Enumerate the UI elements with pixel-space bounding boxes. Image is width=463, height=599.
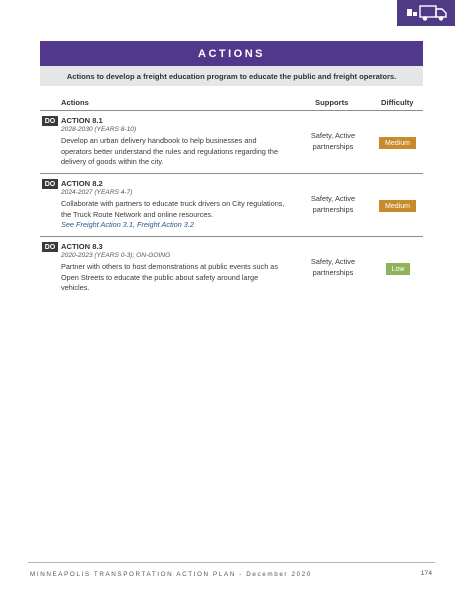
section-title: ACTIONS xyxy=(40,41,423,66)
column-header-supports: Supports xyxy=(315,98,349,107)
footer-title: MINNEAPOLIS TRANSPORTATION ACTION PLAN - December 2020 xyxy=(30,571,312,578)
divider xyxy=(40,173,423,174)
action-description-text: Develop an urban delivery handbook to help businesses and operators better understand the rules and regulations regarding the delivery of goods within the city. xyxy=(61,136,279,167)
action-description-text: Collaborate with partners to educate truck drivers on City regulations, the Truck Route Network and online resources. xyxy=(61,199,285,219)
divider xyxy=(40,110,423,111)
do-badge: DO xyxy=(42,242,58,252)
action-title: ACTION 8.1 xyxy=(61,116,103,125)
action-years: 2024-2027 (YEARS 4-7) xyxy=(61,189,133,196)
column-header-actions: Actions xyxy=(61,98,89,107)
column-header-difficulty: Difficulty xyxy=(381,98,414,107)
action-title: ACTION 8.3 xyxy=(61,242,103,251)
difficulty-badge: Medium xyxy=(379,137,416,149)
do-badge: DO xyxy=(42,179,58,189)
action-row xyxy=(40,175,423,237)
divider xyxy=(40,236,423,237)
action-description-text: Partner with others to host demonstrations at public events such as Open Streets to educate the public about safety around large vehicles. xyxy=(61,262,278,293)
action-years: 2028-2030 (YEARS 8-10) xyxy=(61,126,137,133)
action-supports: Safety, Active partnerships xyxy=(310,257,356,277)
action-title: ACTION 8.2 xyxy=(61,179,103,188)
freight-icon-tab xyxy=(397,0,455,26)
action-row xyxy=(40,112,423,174)
page-number: 174 xyxy=(420,570,432,577)
action-supports: Safety, Active partnerships xyxy=(310,194,356,214)
cross-reference-link[interactable]: See Freight Action 3.1, Freight Action 3.2 xyxy=(61,220,194,230)
freight-truck-icon xyxy=(402,3,450,23)
footer-divider xyxy=(28,562,435,563)
action-description xyxy=(61,199,286,231)
do-badge: DO xyxy=(42,116,58,126)
action-description xyxy=(61,136,286,168)
action-years: 2020-2023 (YEARS 0-3); ON-GOING xyxy=(61,252,171,259)
action-row xyxy=(40,238,423,300)
section-subtitle: Actions to develop a freight education program to educate the public and freight operators. xyxy=(40,66,423,86)
difficulty-badge: Low xyxy=(386,263,410,275)
action-description xyxy=(61,262,286,294)
difficulty-badge: Medium xyxy=(379,200,416,212)
action-supports: Safety, Active partnerships xyxy=(310,131,356,151)
